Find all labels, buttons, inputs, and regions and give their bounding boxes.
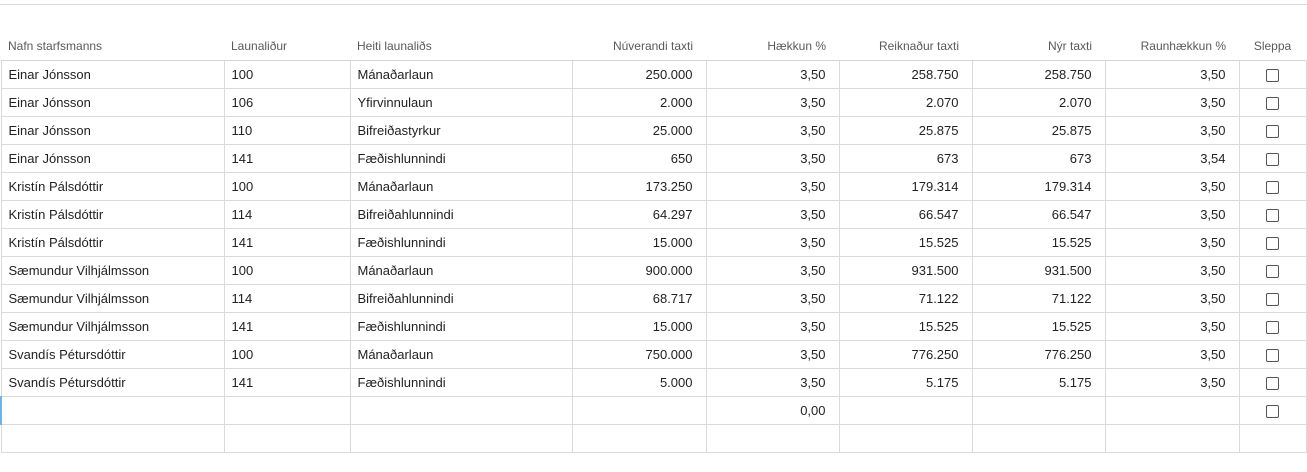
- column-header-real-increase-pct[interactable]: Raunhækkun %: [1105, 32, 1239, 60]
- table-row[interactable]: [1, 424, 1306, 452]
- cell-current-rate[interactable]: [572, 396, 706, 424]
- cell-salary-code[interactable]: 141: [224, 144, 350, 172]
- cell-current-rate[interactable]: [572, 424, 706, 452]
- cell-current-rate[interactable]: 15.000: [572, 228, 706, 256]
- cell-employee-name[interactable]: Kristín Pálsdóttir: [1, 200, 224, 228]
- skip-checkbox[interactable]: [1266, 405, 1279, 418]
- cell-real-increase-pct[interactable]: 3,50: [1105, 340, 1239, 368]
- table-row[interactable]: [1, 144, 1306, 172]
- table-row[interactable]: [1, 340, 1306, 368]
- table-row[interactable]: [1, 172, 1306, 200]
- cell-current-rate[interactable]: 2.000: [572, 88, 706, 116]
- table-body: [1, 60, 1306, 452]
- cell-increase-pct[interactable]: 3,50: [706, 60, 839, 88]
- column-header-code[interactable]: Launaliður: [224, 32, 350, 60]
- cell-real-increase-pct[interactable]: [1105, 424, 1239, 452]
- skip-checkbox[interactable]: [1266, 153, 1279, 166]
- cell-salary-code[interactable]: 100: [224, 172, 350, 200]
- cell-new-rate[interactable]: 673: [972, 144, 1105, 172]
- cell-increase-pct[interactable]: 3,50: [706, 284, 839, 312]
- cell-calculated-rate[interactable]: [839, 424, 972, 452]
- column-header-current-rate[interactable]: Núverandi taxti: [572, 32, 706, 60]
- cell-salary-code[interactable]: 141: [224, 368, 350, 396]
- skip-checkbox[interactable]: [1266, 97, 1279, 110]
- cell-salary-title[interactable]: Mánaðarlaun: [350, 256, 572, 284]
- skip-checkbox[interactable]: [1266, 69, 1279, 82]
- cell-current-rate[interactable]: 650: [572, 144, 706, 172]
- cell-current-rate[interactable]: 173.250: [572, 172, 706, 200]
- cell-real-increase-pct[interactable]: 3,50: [1105, 284, 1239, 312]
- cell-salary-code[interactable]: 114: [224, 200, 350, 228]
- cell-skip[interactable]: [1239, 368, 1306, 396]
- cell-skip[interactable]: [1239, 88, 1306, 116]
- cell-increase-pct[interactable]: 3,50: [706, 340, 839, 368]
- table-row[interactable]: [1, 116, 1306, 144]
- cell-salary-title[interactable]: Mánaðarlaun: [350, 172, 572, 200]
- cell-employee-name[interactable]: Einar Jónsson: [1, 88, 224, 116]
- cell-calculated-rate[interactable]: 15.525: [839, 312, 972, 340]
- cell-real-increase-pct[interactable]: 3,50: [1105, 228, 1239, 256]
- cell-salary-code[interactable]: [224, 424, 350, 452]
- cell-calculated-rate[interactable]: 179.314: [839, 172, 972, 200]
- column-header-skip[interactable]: Sleppa: [1239, 32, 1306, 60]
- cell-salary-title[interactable]: Bifreiðahlunnindi: [350, 200, 572, 228]
- skip-checkbox[interactable]: [1266, 321, 1279, 334]
- cell-calculated-rate[interactable]: 71.122: [839, 284, 972, 312]
- cell-current-rate[interactable]: 900.000: [572, 256, 706, 284]
- cell-new-rate[interactable]: [972, 424, 1105, 452]
- cell-employee-name[interactable]: Kristín Pálsdóttir: [1, 172, 224, 200]
- cell-salary-title[interactable]: Bifreiðastyrkur: [350, 116, 572, 144]
- cell-skip[interactable]: [1239, 172, 1306, 200]
- cell-salary-code[interactable]: [224, 396, 350, 424]
- skip-checkbox[interactable]: [1266, 125, 1279, 138]
- cell-skip[interactable]: [1239, 312, 1306, 340]
- column-header-new-rate[interactable]: Nýr taxti: [972, 32, 1105, 60]
- cell-salary-code[interactable]: 141: [224, 228, 350, 256]
- cell-calculated-rate[interactable]: 931.500: [839, 256, 972, 284]
- cell-employee-name[interactable]: Sæmundur Vilhjálmsson: [1, 256, 224, 284]
- skip-checkbox[interactable]: [1266, 293, 1279, 306]
- cell-salary-title[interactable]: Fæðishlunnindi: [350, 228, 572, 256]
- cell-skip[interactable]: [1239, 144, 1306, 172]
- new-entry-row[interactable]: [1, 396, 1306, 424]
- cell-salary-title[interactable]: Mánaðarlaun: [350, 340, 572, 368]
- column-header-name[interactable]: Nafn starfsmanns: [1, 32, 224, 60]
- cell-employee-name[interactable]: [1, 424, 224, 452]
- cell-employee-name[interactable]: Einar Jónsson: [1, 144, 224, 172]
- cell-increase-pct[interactable]: 3,50: [706, 228, 839, 256]
- cell-calculated-rate[interactable]: 15.525: [839, 228, 972, 256]
- cell-skip[interactable]: [1239, 116, 1306, 144]
- cell-salary-title[interactable]: Fæðishlunnindi: [350, 312, 572, 340]
- table-row[interactable]: [1, 284, 1306, 312]
- cell-salary-title[interactable]: Yfirvinnulaun: [350, 88, 572, 116]
- cell-calculated-rate[interactable]: 66.547: [839, 200, 972, 228]
- cell-salary-title[interactable]: Fæðishlunnindi: [350, 144, 572, 172]
- cell-calculated-rate[interactable]: 673: [839, 144, 972, 172]
- cell-increase-pct[interactable]: 3,50: [706, 312, 839, 340]
- cell-employee-name[interactable]: [1, 396, 224, 424]
- cell-increase-pct[interactable]: 3,50: [706, 144, 839, 172]
- cell-new-rate[interactable]: 2.070: [972, 88, 1105, 116]
- cell-skip[interactable]: [1239, 284, 1306, 312]
- cell-increase-pct[interactable]: 3,50: [706, 368, 839, 396]
- header-row: [1, 32, 1306, 60]
- cell-skip[interactable]: [1239, 340, 1306, 368]
- cell-salary-code[interactable]: 100: [224, 60, 350, 88]
- cell-calculated-rate[interactable]: 776.250: [839, 340, 972, 368]
- data-table: [0, 32, 1307, 453]
- cell-employee-name[interactable]: Sæmundur Vilhjálmsson: [1, 312, 224, 340]
- cell-real-increase-pct[interactable]: 3,50: [1105, 60, 1239, 88]
- cell-new-rate[interactable]: 776.250: [972, 340, 1105, 368]
- cell-calculated-rate[interactable]: [839, 396, 972, 424]
- cell-salary-title[interactable]: Bifreiðahlunnindi: [350, 284, 572, 312]
- cell-new-rate[interactable]: 66.547: [972, 200, 1105, 228]
- skip-checkbox[interactable]: [1266, 349, 1279, 362]
- cell-employee-name[interactable]: Einar Jónsson: [1, 116, 224, 144]
- cell-increase-pct[interactable]: [706, 424, 839, 452]
- cell-current-rate[interactable]: 750.000: [572, 340, 706, 368]
- skip-checkbox[interactable]: [1266, 237, 1279, 250]
- skip-checkbox[interactable]: [1266, 181, 1279, 194]
- cell-new-rate[interactable]: 931.500: [972, 256, 1105, 284]
- cell-current-rate[interactable]: 64.297: [572, 200, 706, 228]
- cell-increase-pct[interactable]: 3,50: [706, 172, 839, 200]
- cell-salary-title[interactable]: Fæðishlunnindi: [350, 368, 572, 396]
- cell-new-rate[interactable]: 15.525: [972, 312, 1105, 340]
- cell-salary-code[interactable]: 141: [224, 312, 350, 340]
- column-header-increase-pct[interactable]: Hækkun %: [706, 32, 839, 60]
- cell-employee-name[interactable]: Svandís Pétursdóttir: [1, 368, 224, 396]
- cell-new-rate[interactable]: 5.175: [972, 368, 1105, 396]
- cell-real-increase-pct[interactable]: 3,50: [1105, 116, 1239, 144]
- column-header-title[interactable]: Heiti launaliðs: [350, 32, 572, 60]
- cell-salary-code[interactable]: 110: [224, 116, 350, 144]
- cell-salary-title[interactable]: [350, 424, 572, 452]
- cell-real-increase-pct[interactable]: 3,50: [1105, 172, 1239, 200]
- top-divider: [0, 4, 1307, 5]
- cell-current-rate[interactable]: 25.000: [572, 116, 706, 144]
- cell-current-rate[interactable]: 68.717: [572, 284, 706, 312]
- cell-salary-title[interactable]: [350, 396, 572, 424]
- cell-salary-code[interactable]: 114: [224, 284, 350, 312]
- cell-new-rate[interactable]: [972, 396, 1105, 424]
- table-row[interactable]: [1, 312, 1306, 340]
- cell-salary-code[interactable]: 100: [224, 340, 350, 368]
- cell-real-increase-pct[interactable]: 3,50: [1105, 312, 1239, 340]
- skip-checkbox[interactable]: [1266, 377, 1279, 390]
- cell-real-increase-pct[interactable]: 3,50: [1105, 368, 1239, 396]
- cell-current-rate[interactable]: 250.000: [572, 60, 706, 88]
- cell-increase-pct[interactable]: 3,50: [706, 116, 839, 144]
- cell-new-rate[interactable]: 15.525: [972, 228, 1105, 256]
- cell-skip[interactable]: [1239, 424, 1306, 452]
- table-row[interactable]: [1, 256, 1306, 284]
- cell-current-rate[interactable]: 15.000: [572, 312, 706, 340]
- salary-increase-grid: [0, 32, 1307, 453]
- cell-employee-name[interactable]: Einar Jónsson: [1, 60, 224, 88]
- cell-employee-name[interactable]: Kristín Pálsdóttir: [1, 228, 224, 256]
- cell-salary-title[interactable]: Mánaðarlaun: [350, 60, 572, 88]
- cell-real-increase-pct[interactable]: 3,50: [1105, 88, 1239, 116]
- cell-employee-name[interactable]: Svandís Pétursdóttir: [1, 340, 224, 368]
- cell-increase-pct[interactable]: 3,50: [706, 200, 839, 228]
- table-row[interactable]: [1, 200, 1306, 228]
- table-row[interactable]: [1, 88, 1306, 116]
- cell-real-increase-pct[interactable]: 3,54: [1105, 144, 1239, 172]
- cell-calculated-rate[interactable]: 25.875: [839, 116, 972, 144]
- table-row[interactable]: [1, 228, 1306, 256]
- cell-salary-code[interactable]: 100: [224, 256, 350, 284]
- cell-increase-pct[interactable]: 3,50: [706, 256, 839, 284]
- cell-new-rate[interactable]: 25.875: [972, 116, 1105, 144]
- cell-skip[interactable]: [1239, 256, 1306, 284]
- cell-real-increase-pct[interactable]: 3,50: [1105, 200, 1239, 228]
- cell-skip[interactable]: [1239, 60, 1306, 88]
- cell-skip[interactable]: [1239, 228, 1306, 256]
- cell-new-rate[interactable]: 258.750: [972, 60, 1105, 88]
- cell-calculated-rate[interactable]: 5.175: [839, 368, 972, 396]
- cell-calculated-rate[interactable]: 2.070: [839, 88, 972, 116]
- skip-checkbox[interactable]: [1266, 209, 1279, 222]
- table-row[interactable]: [1, 368, 1306, 396]
- cell-skip[interactable]: [1239, 200, 1306, 228]
- cell-real-increase-pct[interactable]: 3,50: [1105, 256, 1239, 284]
- cell-real-increase-pct[interactable]: [1105, 396, 1239, 424]
- cell-employee-name[interactable]: Sæmundur Vilhjálmsson: [1, 284, 224, 312]
- cell-salary-code[interactable]: 106: [224, 88, 350, 116]
- cell-new-rate[interactable]: 179.314: [972, 172, 1105, 200]
- cell-increase-pct[interactable]: 3,50: [706, 88, 839, 116]
- cell-skip[interactable]: [1239, 396, 1306, 424]
- skip-checkbox[interactable]: [1266, 265, 1279, 278]
- cell-calculated-rate[interactable]: 258.750: [839, 60, 972, 88]
- cell-increase-pct[interactable]: 0,00: [706, 396, 839, 424]
- column-header-calculated-rate[interactable]: Reiknaður taxti: [839, 32, 972, 60]
- cell-current-rate[interactable]: 5.000: [572, 368, 706, 396]
- cell-new-rate[interactable]: 71.122: [972, 284, 1105, 312]
- table-row[interactable]: [1, 60, 1306, 88]
